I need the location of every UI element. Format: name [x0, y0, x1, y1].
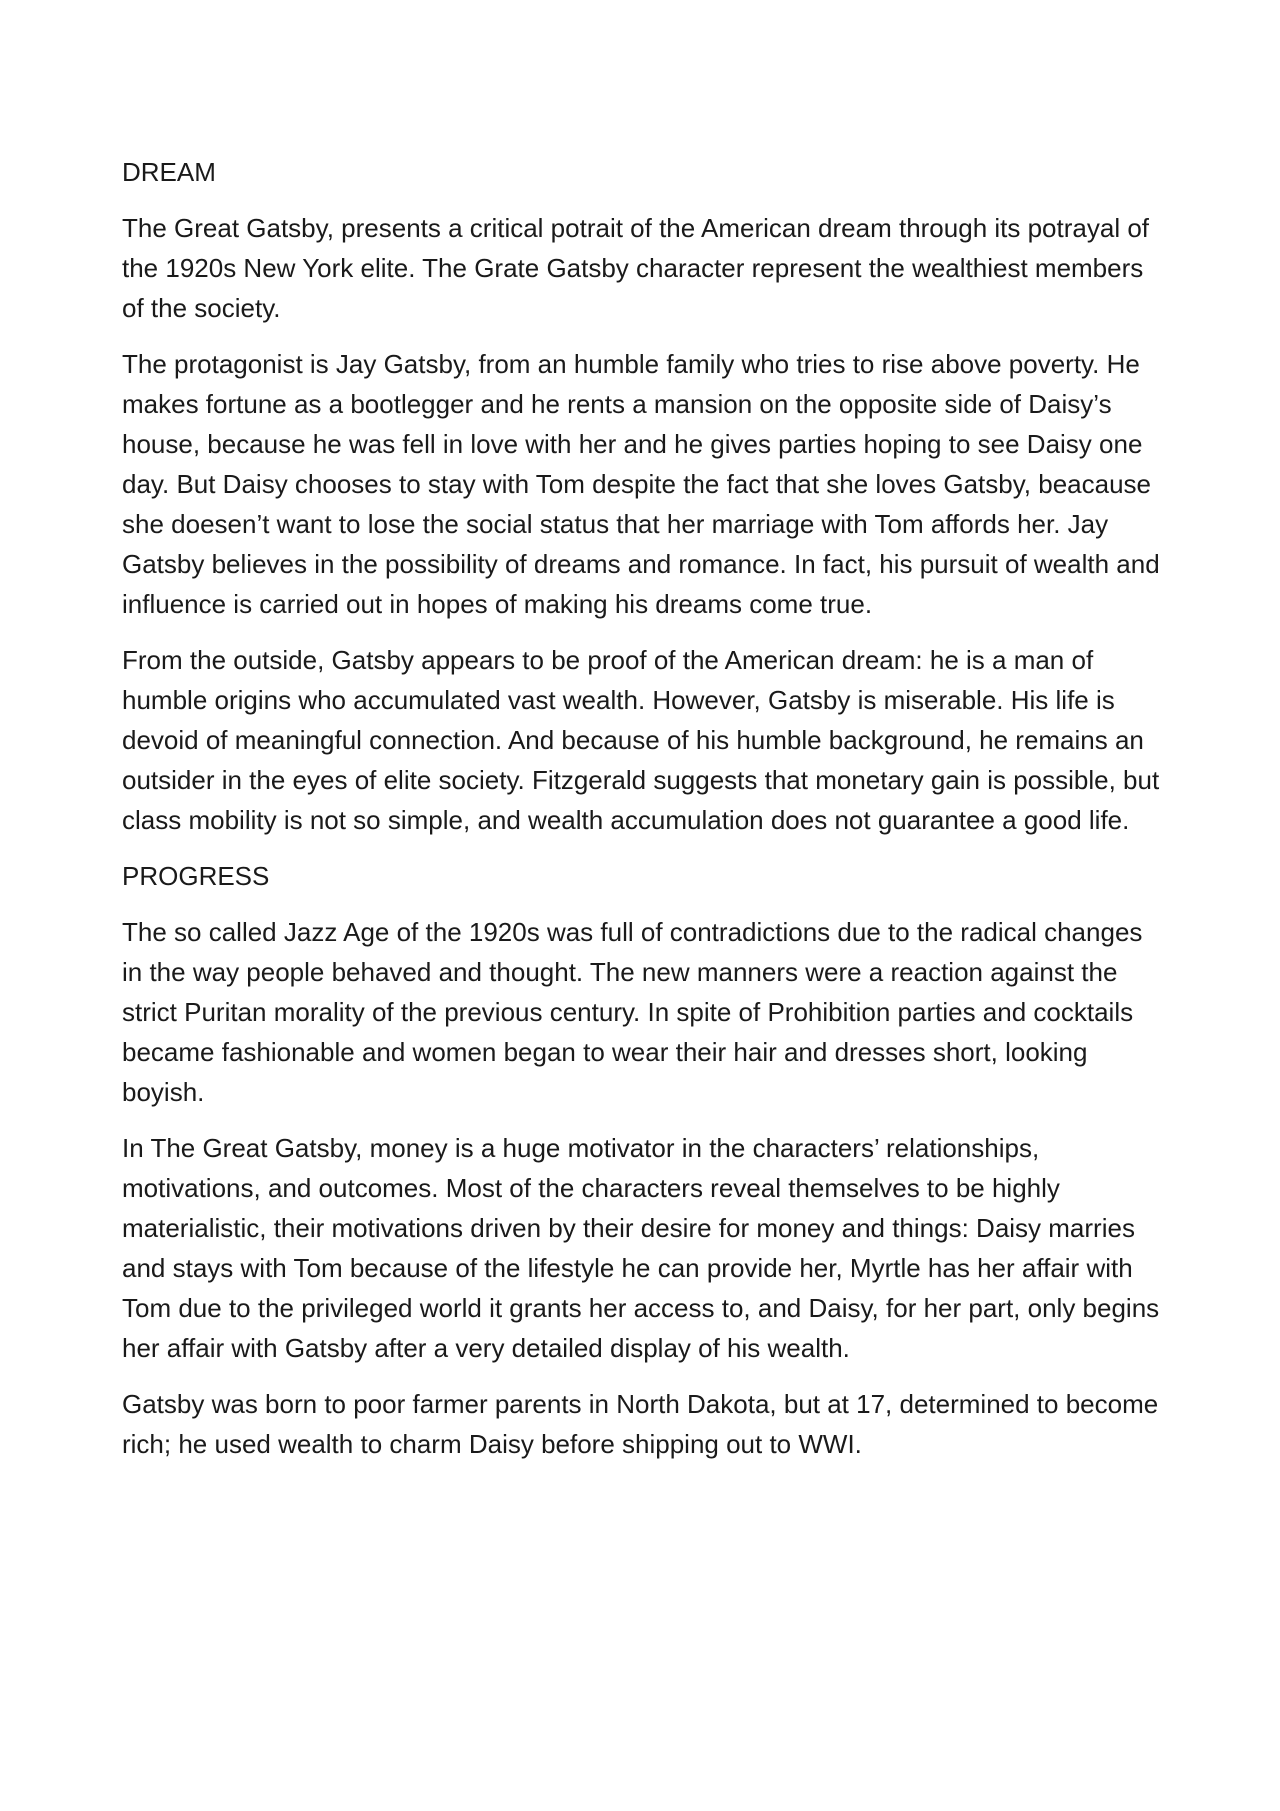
section-heading-progress: PROGRESS [122, 861, 270, 891]
document-body [122, 152, 1166, 1480]
paragraph: The so called Jazz Age of the 1920s was full of contradictions due to the radical changes in the way people behaved and thought. The new manners were a reaction against the strict Puritan morality of the previous century. In spite of Prohibition parties and cocktails became fashionable and women began to wear their hair and dresses short, looking boyish. [122, 917, 1143, 1107]
section-heading-dream: DREAM [122, 157, 216, 187]
paragraph: In The Great Gatsby, money is a huge motivator in the characters’ relationships, motivations, and outcomes. Most of the characters reveal themselves to be highly materialistic, their motivations driven by their desire for money and things: Daisy marries and stays with Tom because of the lifestyle he can provide her, Myrtle has her affair with Tom due to the privileged world it grants her access to, and Daisy, for her part, only begins her affair with Gatsby after a very detailed display of his wealth. [122, 1133, 1160, 1363]
paragraph: The Great Gatsby, presents a critical potrait of the American dream through its potrayal of the 1920s New York elite. The Grate Gatsby character represent the wealthiest members of the society. [122, 213, 1149, 323]
paragraph: Gatsby was born to poor farmer parents in North Dakota, but at 17, determined to become rich; he used wealth to charm Daisy before shipping out to WWI. [122, 1389, 1159, 1459]
paragraph: From the outside, Gatsby appears to be proof of the American dream: he is a man of humble origins who accumulated vast wealth. However, Gatsby is miserable. His life is devoid of meaningful connection. And because of his humble background, he remains an outsider in the eyes of elite society. Fitzgerald suggests that monetary gain is possible, but class mobility is not so simple, and wealth accumulation does not guarantee a good life. [122, 645, 1160, 835]
paragraph: The protagonist is Jay Gatsby, from an humble family who tries to rise above poverty. He makes fortune as a bootlegger and he rents a mansion on the opposite side of Daisy’s house, because he was fell in love with her and he gives parties hoping to see Daisy one day. But Daisy chooses to stay with Tom despite the fact that she loves Gatsby, beacause she doesen’t want to lose the social status that her marriage with Tom affords her. Jay Gatsby believes in the possibility of dreams and romance. In fact, his pursuit of wealth and influence is carried out in hopes of making his dreams come true. [122, 349, 1160, 619]
